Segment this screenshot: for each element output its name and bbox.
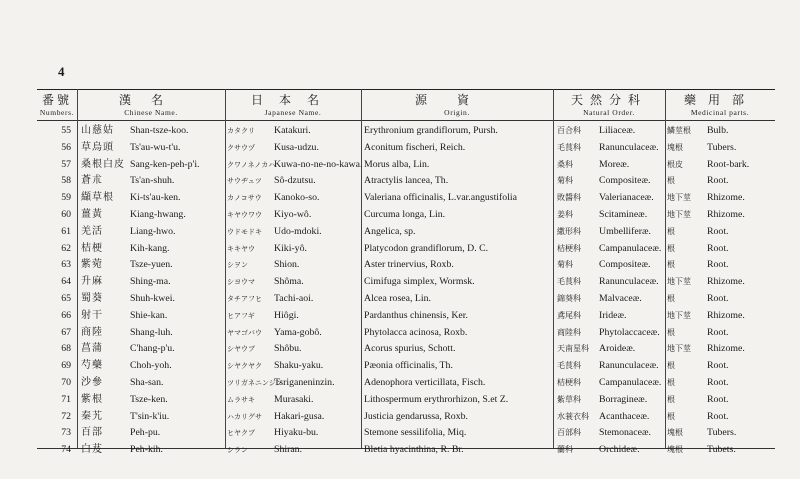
natural-order: Campanulaceæ. (599, 242, 662, 254)
japanese-kana: シヤクヤク (227, 362, 262, 371)
natural-order: Valerianaceæ. (599, 192, 654, 204)
chinese-romanization: Choh-yoh. (130, 360, 172, 372)
chinese-romanization: Shang-luh. (130, 326, 173, 338)
header-parts-en: Medicinal parts. (690, 108, 750, 117)
table-row (37, 224, 775, 241)
chinese-name: 商陸 (81, 326, 103, 338)
medicinal-part-jp: 地下莖 (667, 310, 691, 320)
row-number: 58 (61, 175, 71, 187)
chinese-romanization: T'sin-k'iu. (130, 410, 170, 422)
japanese-kana: ツリガネニンジン (227, 378, 283, 387)
medicinal-part-jp: 根 (667, 293, 675, 303)
medicinal-part: Root-bark. (707, 158, 750, 170)
natural-order-jp: 敗醬科 (557, 193, 581, 203)
medicinal-part: Root. (707, 410, 729, 422)
medicinal-part-jp: 根 (667, 226, 675, 236)
chinese-romanization: Peh-kih. (130, 444, 163, 456)
chinese-romanization: Peh-pu. (130, 427, 161, 439)
row-number: 72 (61, 410, 71, 422)
header-parts-jp: 藥用部 (683, 93, 756, 107)
row-number: 68 (61, 343, 71, 355)
origin-species: Phytolacca acinosa, Roxb. (364, 326, 468, 338)
row-number: 56 (61, 141, 71, 153)
natural-order-jp: 桑科 (557, 159, 573, 169)
chinese-name: 桔梗 (81, 242, 103, 254)
origin-species: Aconitum fischeri, Reich. (364, 141, 466, 153)
chinese-romanization: Shan-tsze-koo. (130, 125, 189, 136)
chinese-romanization: Liang-hwo. (130, 225, 176, 237)
japanese-kana: シヨウマ (227, 278, 255, 287)
chinese-romanization: Shuh-kwei. (130, 292, 175, 304)
chinese-name: 射干 (81, 309, 103, 321)
row-number: 71 (61, 393, 71, 405)
table-row (37, 375, 775, 392)
table-row (37, 173, 775, 190)
chinese-romanization: Ts'an-shuh. (130, 175, 175, 187)
header-origin-jp: 源資 (414, 93, 499, 107)
natural-order-jp: 天南星科 (557, 344, 589, 354)
natural-order-jp: 繖形科 (557, 226, 581, 236)
header-japanese-en: Japanese Name. (264, 108, 322, 117)
origin-species: Aster trinervius, Roxb. (364, 259, 454, 271)
natural-order-jp: 紫草科 (557, 394, 581, 404)
japanese-name: Shiran. (274, 444, 303, 456)
medicinal-part-jp: 根 (667, 260, 675, 270)
natural-order-jp: 姜科 (557, 209, 573, 219)
natural-order-jp: 菊科 (557, 260, 573, 270)
row-number: 61 (61, 225, 71, 237)
chinese-romanization: C'hang-p'u. (130, 343, 175, 355)
table-row (37, 358, 775, 375)
japanese-kana: シヤウブ (227, 345, 255, 354)
medicinal-part-jp: 地下莖 (667, 193, 691, 203)
medicinal-part: Bulb. (707, 125, 729, 136)
row-number: 57 (61, 158, 71, 170)
medicinal-part: Tubers. (707, 141, 737, 153)
natural-order-jp: 鳶尾科 (557, 310, 581, 320)
header-number-jp: 番號 (41, 93, 72, 107)
table-row (37, 190, 775, 207)
chinese-romanization: Sang-ken-peh-p'i. (130, 158, 200, 170)
medicinal-part: Root. (707, 242, 729, 254)
header-order-jp: 天然分科 (570, 93, 647, 107)
table-row (37, 140, 775, 157)
japanese-name: Hakari-gusa. (274, 410, 325, 422)
header-parts (665, 93, 775, 118)
japanese-name: Kanoko-so. (274, 192, 320, 204)
origin-species: Stemone sessilifolia, Miq. (364, 427, 467, 439)
natural-order: Campanulaceæ. (599, 376, 662, 388)
origin-species: Justicia gendarussa, Roxb. (364, 410, 468, 422)
origin-species: Adenophora verticillata, Fisch. (364, 376, 486, 388)
japanese-name: Hiyaku-bu. (274, 427, 319, 439)
row-number: 66 (61, 309, 71, 321)
chinese-romanization: Kiang-hwang. (130, 208, 186, 220)
chinese-romanization: Ts'au-wu-t'u. (130, 141, 181, 153)
table-row (37, 442, 775, 459)
chinese-name: 菖蒲 (81, 343, 103, 355)
japanese-kana: キヤウワウ (227, 210, 262, 219)
table-row (37, 341, 775, 358)
origin-species: Platycodon grandiflorum, D. C. (364, 242, 489, 254)
medicinal-part: Tubets. (707, 444, 736, 456)
medicinal-part-jp: 地下莖 (667, 277, 691, 287)
japanese-name: Yama-gobô. (274, 326, 322, 338)
natural-order-jp: 毛茛科 (557, 361, 581, 371)
japanese-kana: クワノネノカハ (227, 160, 276, 169)
chinese-name: 薑黃 (81, 208, 103, 220)
japanese-kana: シヲン (227, 261, 248, 270)
chinese-romanization: Tsze-yuen. (130, 259, 173, 271)
japanese-kana: キキヤウ (227, 244, 255, 253)
medicinal-part-jp: 根 (667, 394, 675, 404)
natural-order: Umbelliferæ. (599, 225, 651, 237)
japanese-name: Shion. (274, 259, 300, 271)
row-number: 59 (61, 192, 71, 204)
japanese-name: Kiyo-wô. (274, 208, 312, 220)
natural-order: Orchideæ. (599, 444, 640, 456)
medicinal-part: Rhizome. (707, 192, 745, 204)
natural-order: Scitamineæ. (599, 208, 648, 220)
page-number: 4 (58, 64, 65, 79)
row-number: 64 (61, 276, 71, 288)
table-row (37, 425, 775, 442)
japanese-kana: ヒヤクブ (227, 429, 255, 438)
japanese-name: Kusa-udzu. (274, 141, 319, 153)
natural-order-jp: 桔梗科 (557, 377, 581, 387)
origin-species: Valeriana officinalis, L.var.angustifolia (364, 192, 517, 204)
japanese-name: Katakuri. (274, 125, 311, 136)
medicinal-part: Root. (707, 376, 729, 388)
origin-species: Bletia hyacinthina, R. Br. (364, 444, 464, 456)
row-number: 73 (61, 427, 71, 439)
header-origin-en: Origin. (444, 108, 470, 117)
chinese-romanization: Sha-san. (130, 376, 164, 388)
header-number-en: Numbers. (39, 108, 75, 117)
origin-species: Curcuma longa, Lin. (364, 208, 446, 220)
row-number: 74 (61, 444, 71, 456)
origin-species: Pæonia officinalis, Th. (364, 360, 453, 372)
japanese-name: Sô-dzutsu. (274, 175, 316, 187)
japanese-kana: ヒアフギ (227, 311, 255, 320)
medicinal-part: Rhizome. (707, 208, 745, 220)
header-japanese (225, 93, 361, 118)
medicinal-part-jp: 根 (667, 411, 675, 421)
header-chinese-en: Chinese Name. (124, 108, 178, 117)
header-japanese-jp: 日本名 (250, 93, 335, 107)
natural-order-jp: 商陸科 (557, 327, 581, 337)
japanese-name: Kiki-yô. (274, 242, 307, 254)
japanese-kana: カタクリ (227, 127, 255, 135)
table-row (37, 274, 775, 291)
medicinal-part-jp: 鱗莖根 (667, 126, 691, 135)
chinese-romanization: Ki-ts'au-ken. (130, 192, 181, 204)
chinese-name: 芍藥 (81, 360, 103, 372)
natural-order: Phytolaccaceæ. (599, 326, 660, 338)
header-order (553, 93, 665, 118)
natural-order: Malvaceæ. (599, 292, 642, 304)
header-chinese-jp: 漢名 (118, 93, 183, 107)
japanese-kana: サウヂュツ (227, 177, 262, 186)
chinese-name: 纈草根 (81, 192, 114, 204)
chinese-name: 山慈姑 (81, 125, 114, 136)
medicinal-part: Root. (707, 393, 729, 405)
natural-order: Ranunculaceæ. (599, 141, 659, 153)
table-row (37, 291, 775, 308)
table-row (37, 123, 775, 140)
origin-species: Lithospermum erythrorhizon, S.et Z. (364, 393, 509, 405)
table-row (37, 392, 775, 409)
natural-order-jp: 毛茛科 (557, 142, 581, 152)
table-row (37, 207, 775, 224)
natural-order: Moreæ. (599, 158, 630, 170)
japanese-kana: クサウヅ (227, 143, 255, 152)
medicinal-part-jp: 根 (667, 361, 675, 371)
medicinal-part: Root. (707, 326, 729, 338)
chinese-name: 蒼朮 (81, 175, 103, 187)
chinese-name: 蜀葵 (81, 292, 103, 304)
chinese-name: 秦艽 (81, 410, 103, 422)
table-row (37, 308, 775, 325)
natural-order-jp: 桔梗科 (557, 243, 581, 253)
natural-order-jp: 菊科 (557, 176, 573, 186)
japanese-name: Kuwa-no-ne-no-kawa. (274, 158, 363, 170)
natural-order: Aroideæ. (599, 343, 636, 355)
medicinal-part-jp: 地下莖 (667, 209, 691, 219)
table-row (37, 241, 775, 258)
row-number: 55 (61, 125, 71, 136)
natural-order: Ranunculaceæ. (599, 360, 659, 372)
origin-species: Alcea rosea, Lin. (364, 292, 431, 304)
medicinal-part: Root. (707, 225, 729, 237)
origin-species: Angelica, sp. (364, 225, 416, 237)
japanese-kana: カノコサウ (227, 194, 262, 203)
origin-species: Erythronium grandiflorum, Pursh. (364, 125, 498, 136)
chinese-romanization: Tsze-ken. (130, 393, 168, 405)
header-number (37, 93, 77, 118)
row-number: 70 (61, 376, 71, 388)
row-number: 69 (61, 360, 71, 372)
chinese-romanization: Kih-kang. (130, 242, 170, 254)
natural-order-jp: 水蓑衣科 (557, 411, 589, 421)
natural-order: Stemonaceæ. (599, 427, 651, 439)
table-row (37, 257, 775, 274)
natural-order-jp: 毛茛科 (557, 277, 581, 287)
natural-order: Acanthaceæ. (599, 410, 650, 422)
chinese-name: 升麻 (81, 276, 103, 288)
japanese-kana: ムラサキ (227, 395, 255, 404)
natural-order: Compositeæ. (599, 175, 651, 187)
japanese-kana: ヤマゴバウ (227, 328, 262, 337)
natural-order: Borragineæ. (599, 393, 648, 405)
medicinal-part: Root. (707, 360, 729, 372)
origin-species: Pardanthus chinensis, Ker. (364, 309, 468, 321)
medicinal-part: Root. (707, 259, 729, 271)
table-body (37, 123, 775, 459)
japanese-name: Tachi-aoi. (274, 292, 314, 304)
japanese-name: Hiôgi. (274, 309, 299, 321)
japanese-kana: ウドモドキ (227, 227, 262, 236)
table-row (37, 157, 775, 174)
origin-species: Cimifuga simplex, Wormsk. (364, 276, 475, 288)
header-chinese (77, 93, 225, 118)
natural-order: Irideæ. (599, 309, 627, 321)
natural-order: Liliaceæ. (599, 125, 636, 136)
medicinal-part-jp: 地下莖 (667, 344, 691, 354)
chinese-name: 百部 (81, 427, 103, 439)
chinese-name: 羌活 (81, 225, 103, 237)
japanese-name: Shaku-yaku. (274, 360, 324, 372)
chinese-romanization: Shing-ma. (130, 276, 171, 288)
natural-order-jp: 百合科 (557, 126, 581, 135)
chinese-name: 草烏頭 (81, 141, 114, 153)
japanese-kana: タチアフヒ (227, 294, 262, 303)
row-number: 63 (61, 259, 71, 271)
origin-species: Acorus spurius, Schott. (364, 343, 456, 355)
origin-species: Morus alba, Lin. (364, 158, 430, 170)
japanese-kana: ハカリグサ (227, 412, 262, 421)
japanese-name: Shôma. (274, 276, 304, 288)
header-order-en: Natural Order. (583, 108, 635, 117)
natural-order: Compositeæ. (599, 259, 651, 271)
medicinal-part-jp: 根 (667, 243, 675, 253)
row-number: 62 (61, 242, 71, 254)
japanese-name: Shôbu. (274, 343, 302, 355)
natural-order-jp: 錦葵科 (557, 293, 581, 303)
medicinal-part-jp: 根 (667, 327, 675, 337)
row-number: 65 (61, 292, 71, 304)
chinese-name: 紫菀 (81, 259, 103, 271)
medicinal-part: Root. (707, 292, 729, 304)
japanese-name: Udo-mdoki. (274, 225, 322, 237)
medicinal-part: Tubers. (707, 427, 737, 439)
table-row (37, 325, 775, 342)
table-row (37, 409, 775, 426)
medicinal-part: Rhizome. (707, 276, 745, 288)
chinese-name: 沙參 (81, 376, 103, 388)
natural-order-jp: 蘭科 (557, 445, 573, 455)
chinese-romanization: Shie-kan. (130, 309, 168, 321)
natural-order-jp: 百部科 (557, 428, 581, 438)
medicinal-part-jp: 塊根 (667, 428, 683, 438)
chinese-name: 紫根 (81, 393, 103, 405)
medicinal-part-jp: 根 (667, 176, 675, 186)
chinese-name: 白芨 (81, 444, 103, 456)
japanese-name: Tsriganeninzin. (274, 376, 335, 388)
origin-species: Atractylis lancea, Th. (364, 175, 449, 187)
medicinal-part: Root. (707, 175, 729, 187)
medicinal-part-jp: 塊根 (667, 142, 683, 152)
medicinal-part: Rhizome. (707, 309, 745, 321)
medicinal-part-jp: 根 (667, 377, 675, 387)
japanese-name: Murasaki. (274, 393, 314, 405)
chinese-name: 桑根白皮 (81, 158, 125, 170)
japanese-kana: シラン (227, 446, 248, 455)
row-number: 67 (61, 326, 71, 338)
header-origin (361, 93, 553, 118)
medicinal-part: Rhizome. (707, 343, 745, 355)
row-number: 60 (61, 208, 71, 220)
medicinal-part-jp: 根皮 (667, 159, 683, 169)
medicinal-part-jp: 塊根 (667, 445, 683, 455)
natural-order: Ranunculaceæ. (599, 276, 659, 288)
